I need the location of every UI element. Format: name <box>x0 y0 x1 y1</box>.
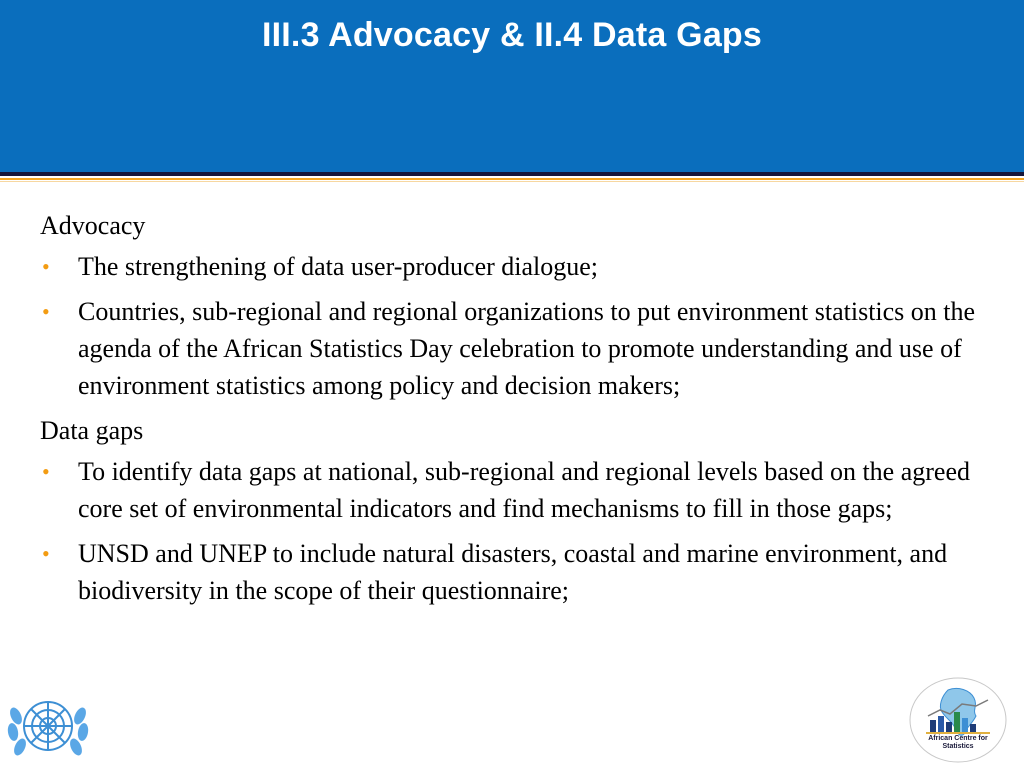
divider-light <box>0 181 1024 182</box>
list-item <box>40 453 990 527</box>
acs-caption: African Centre for Statistics <box>928 735 988 750</box>
datagaps-heading: Data gaps <box>40 416 144 445</box>
bullet-icon: • <box>42 254 50 279</box>
slide-body <box>40 207 990 617</box>
divider-dark <box>0 172 1024 176</box>
advocacy-bullet-2: Countries, sub-regional and regional organizations to put environment statistics on the agenda of the African Statistics Day celebration to promote understanding and use of environment statistics among policy and decision makers; <box>78 297 976 400</box>
title-banner <box>0 0 1024 172</box>
list-item <box>40 535 990 609</box>
advocacy-bullet-1: The strengthening of data user-producer dialogue; <box>78 252 599 281</box>
datagaps-bullet-2: UNSD and UNEP to include natural disasters, coastal and marine environment, and biodiversity in the scope of their questionnaire; <box>78 539 948 605</box>
datagaps-bullet-1: To identify data gaps at national, sub-regional and regional levels based on the agreed core set of environmental indicators and find mechanisms to fill in those gaps; <box>78 457 970 523</box>
un-emblem-icon <box>4 686 92 766</box>
bullet-icon: • <box>42 541 50 566</box>
list-item <box>40 293 990 404</box>
divider-orange <box>0 178 1024 180</box>
bullet-icon: • <box>42 459 50 484</box>
bullet-icon: • <box>42 299 50 324</box>
list-item <box>40 248 990 285</box>
advocacy-heading: Advocacy <box>40 211 146 240</box>
slide-title: III.3 Advocacy & II.4 Data Gaps <box>261 16 763 54</box>
